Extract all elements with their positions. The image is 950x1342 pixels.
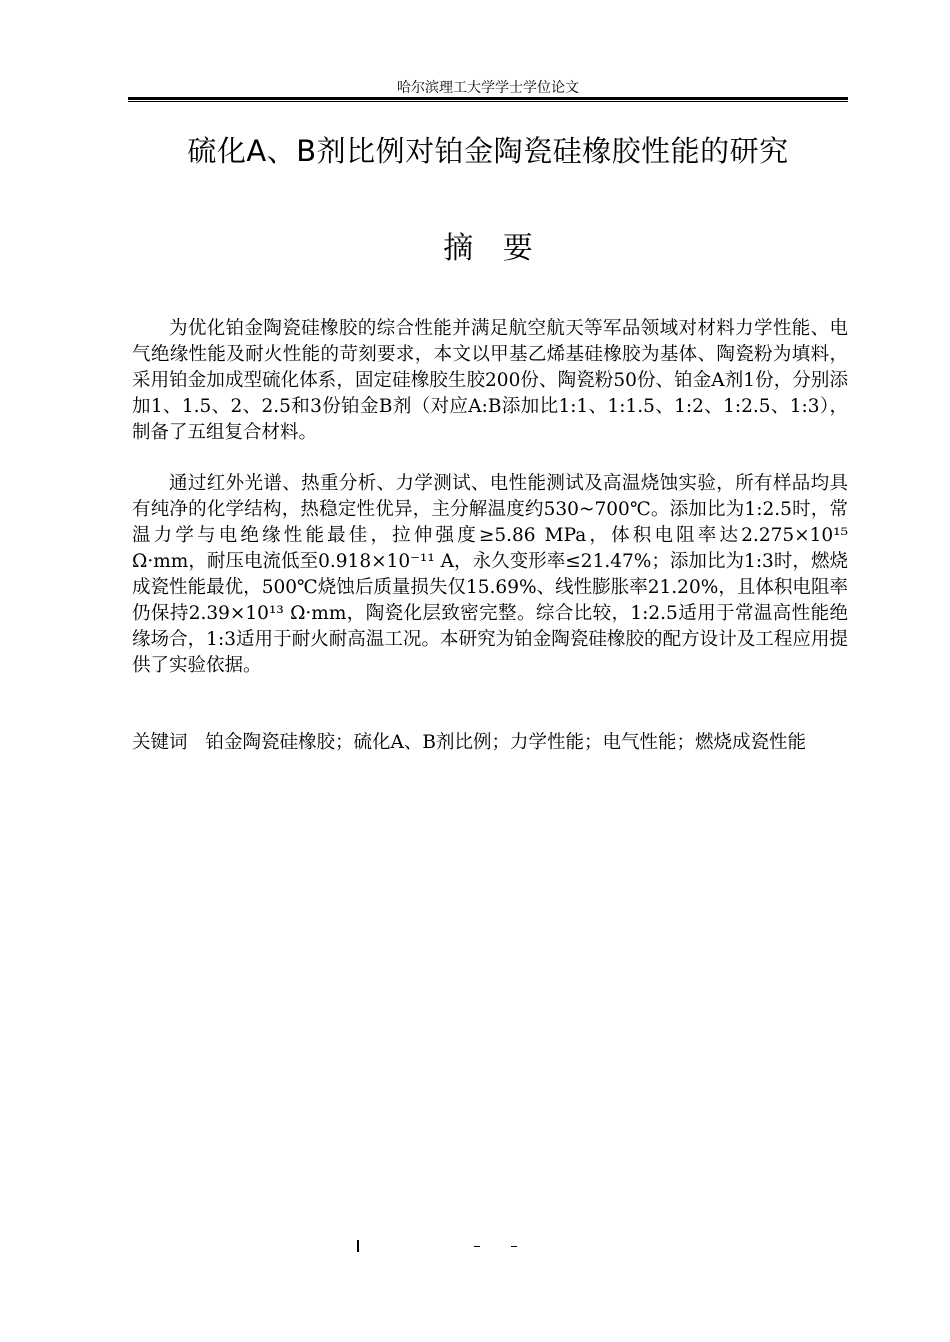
abstract-heading: 摘 要 — [443, 231, 533, 266]
header-rule-thin — [128, 101, 848, 102]
keywords-label: 关键词 — [132, 732, 188, 753]
running-header: 哈尔滨理工大学学士学位论文 — [397, 80, 579, 96]
abstract-paragraph-2: 通过红外光谱、热重分析、力学测试、电性能测试及高温烧蚀实验，所有样品均具有纯净的化学结构，热稳定性优异，主分解温度约530~700℃。添加比为1:2.5时，常温力学与电绝缘性能最佳，拉伸强度≥5.86 MPa，体积电阻率达2.275×10¹⁵ Ω·mm，耐压电流低至0.918×10⁻¹¹ A，永久变形率≤21.47%；添加比为1:3时，燃烧成瓷性能最优，500℃烧蚀后质量损失仅15.69%、线性膨胀率21.20%，且体积电阻率仍保持2.39×10¹³ Ω·mm，陶瓷化层致密完整。综合比较，1:2.5适用于常温高性能绝缘场合，1:3适用于耐火耐高温工况。本研究为铂金陶瓷硅橡胶的配方设计及工程应用提供了实验依据。 — [132, 473, 848, 676]
footer-mark — [511, 1246, 517, 1247]
keywords-block — [132, 731, 848, 755]
footer-mark — [474, 1246, 480, 1247]
paper-title: 硫化A、B剂比例对铂金陶瓷硅橡胶性能的研究 — [187, 134, 789, 168]
header-rule-thick — [128, 97, 848, 100]
abstract-paragraph-1: 为优化铂金陶瓷硅橡胶的综合性能并满足航空航天等军品领域对材料力学性能、电气绝缘性能及耐火性能的苛刻要求，本文以甲基乙烯基硅橡胶为基体、陶瓷粉为填料，采用铂金加成型硫化体系，固定硅橡胶生胶200份、陶瓷粉50份、铂金A剂1份，分别添加1、1.5、2、2.5和3份铂金B剂（对应A:B添加比1:1、1:1.5、1:2、1:2.5、1:3），制备了五组复合材料。 — [132, 318, 848, 443]
keywords-text: 铂金陶瓷硅橡胶；硫化A、B剂比例；力学性能；电气性能；燃烧成瓷性能 — [205, 732, 806, 753]
footer-mark — [357, 1240, 359, 1252]
